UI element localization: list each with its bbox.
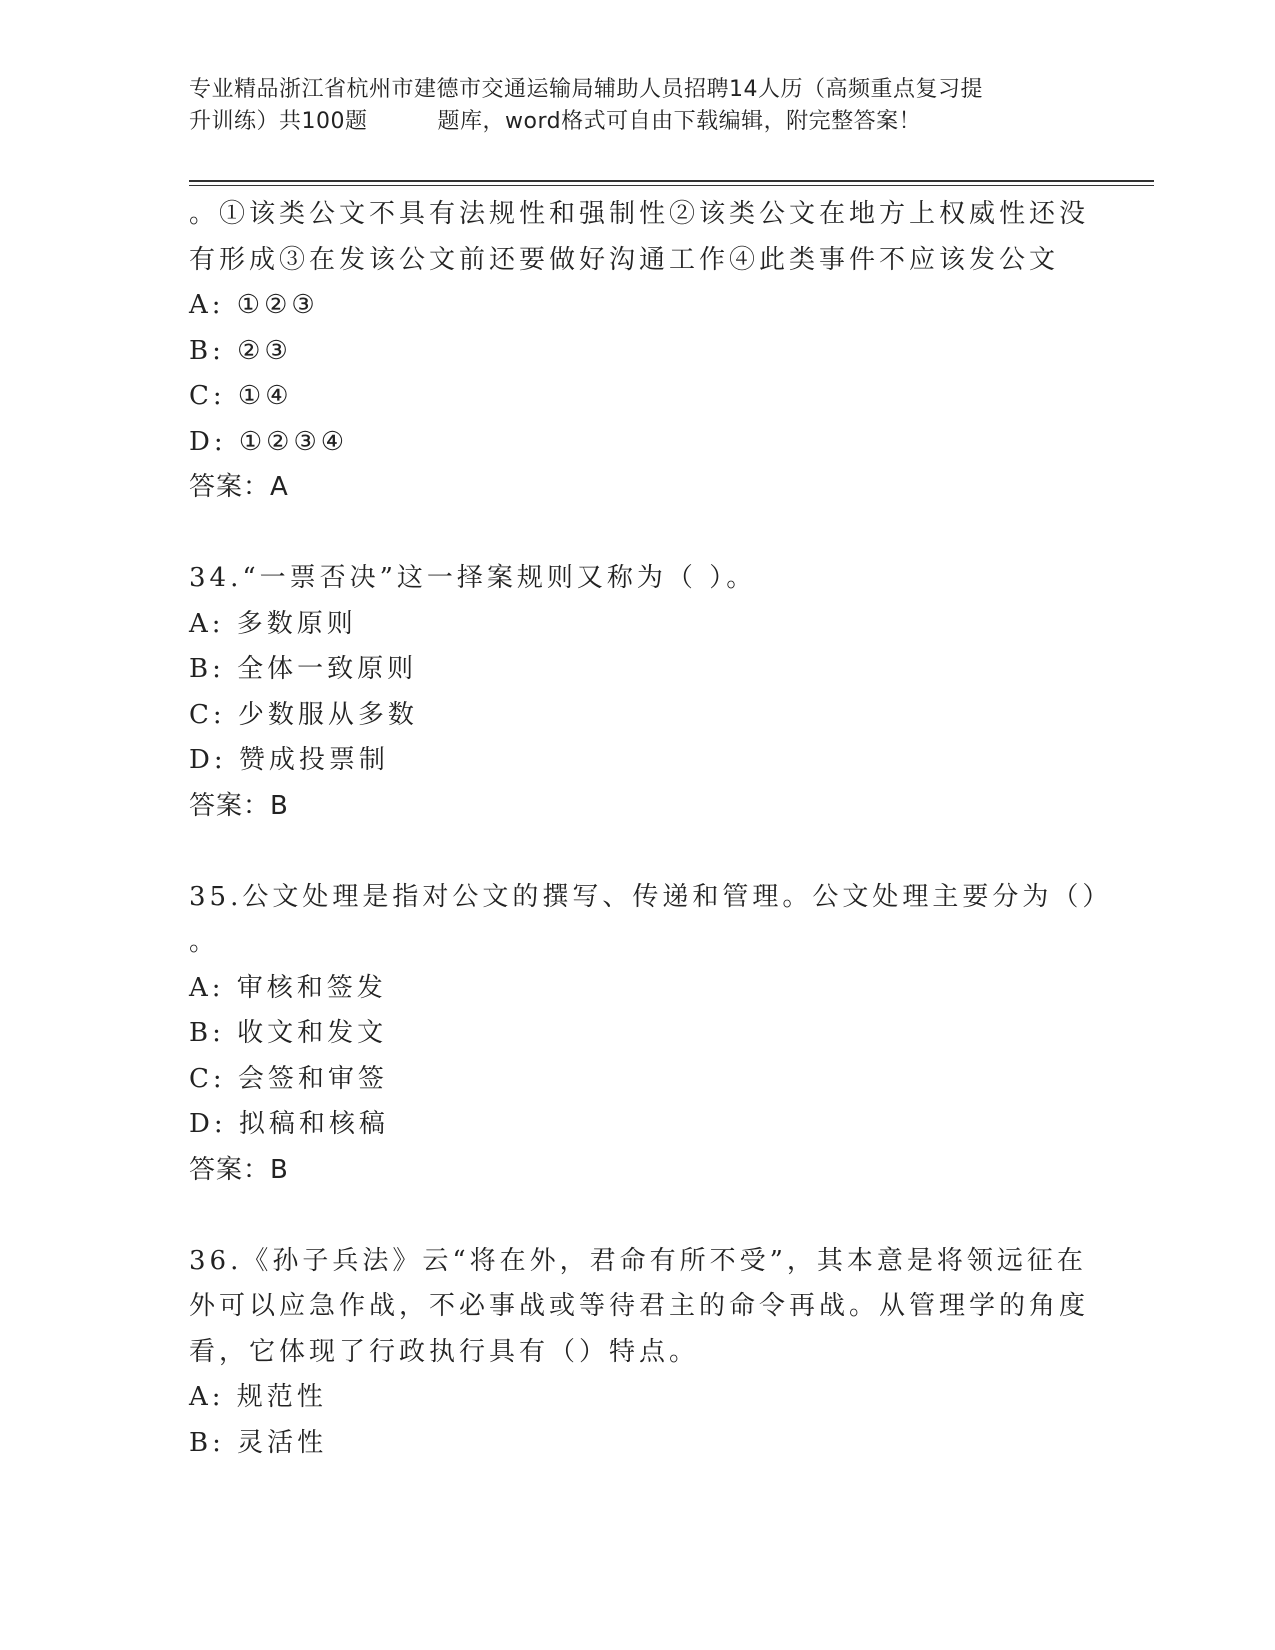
question-34	[189, 556, 1089, 829]
option-a: A: 审核和签发	[189, 972, 387, 1003]
question-stem: 看，它体现了行政执行具有（）特点。	[189, 1336, 700, 1367]
answer: 答案：A	[189, 472, 289, 502]
question-stem: 36.《孙子兵法》云“将在外，君命有所不受”，其本意是将领远征在	[189, 1245, 1087, 1276]
answer: 答案：B	[189, 790, 289, 821]
option-c: C: 少数服从多数	[189, 699, 418, 730]
option-b: B: 灵活性	[189, 1427, 328, 1458]
option-d: D: ①②③④	[189, 426, 349, 457]
question-36	[189, 1239, 1089, 1467]
answer: 答案：B	[189, 1154, 289, 1185]
option-a: A: ①②③	[189, 290, 319, 320]
header-line-2-left: 升训练）共100题	[189, 109, 368, 134]
option-b: B: ②③	[189, 335, 292, 366]
question-stem: 34.“一票否决”这一择案规则又称为（ ）。	[189, 563, 757, 593]
header-line-1: 专业精品浙江省杭州市建德市交通运输局辅助人员招聘14人历（高频重点复习提	[189, 77, 983, 102]
option-a: A: 多数原则	[189, 608, 357, 639]
question-stem: 。①该类公文不具有法规性和强制性②该类公文在地方上权威性还没	[189, 199, 1090, 229]
option-a: A: 规范性	[189, 1382, 327, 1412]
header-rule-thick	[189, 180, 1154, 182]
question-stem: 。	[189, 927, 220, 957]
question-33	[189, 192, 1089, 511]
header-line-2	[189, 106, 1089, 138]
document-header	[189, 74, 1089, 138]
question-stem: 35.公文处理是指对公文的撰写、传递和管理。公文处理主要分为（）	[189, 881, 1113, 912]
option-d: D: 拟稿和核稿	[189, 1109, 389, 1139]
question-35	[189, 875, 1113, 1194]
header-line-2-right: 题库，word格式可自由下载编辑，附完整答案！	[437, 109, 922, 134]
option-d: D: 赞成投票制	[189, 745, 389, 775]
question-stem: 有形成③在发该公文前还要做好沟通工作④此类事件不应该发公文	[189, 244, 1060, 275]
question-list	[189, 192, 1113, 1466]
option-c: C: ①④	[189, 381, 293, 411]
option-b: B: 全体一致原则	[189, 654, 418, 684]
header-rule-thin	[189, 185, 1154, 186]
question-stem: 外可以应急作战，不必事战或等待君主的命令再战。从管理学的角度	[189, 1291, 1090, 1321]
option-c: C: 会签和审签	[189, 1063, 388, 1094]
option-b: B: 收文和发文	[189, 1018, 388, 1048]
